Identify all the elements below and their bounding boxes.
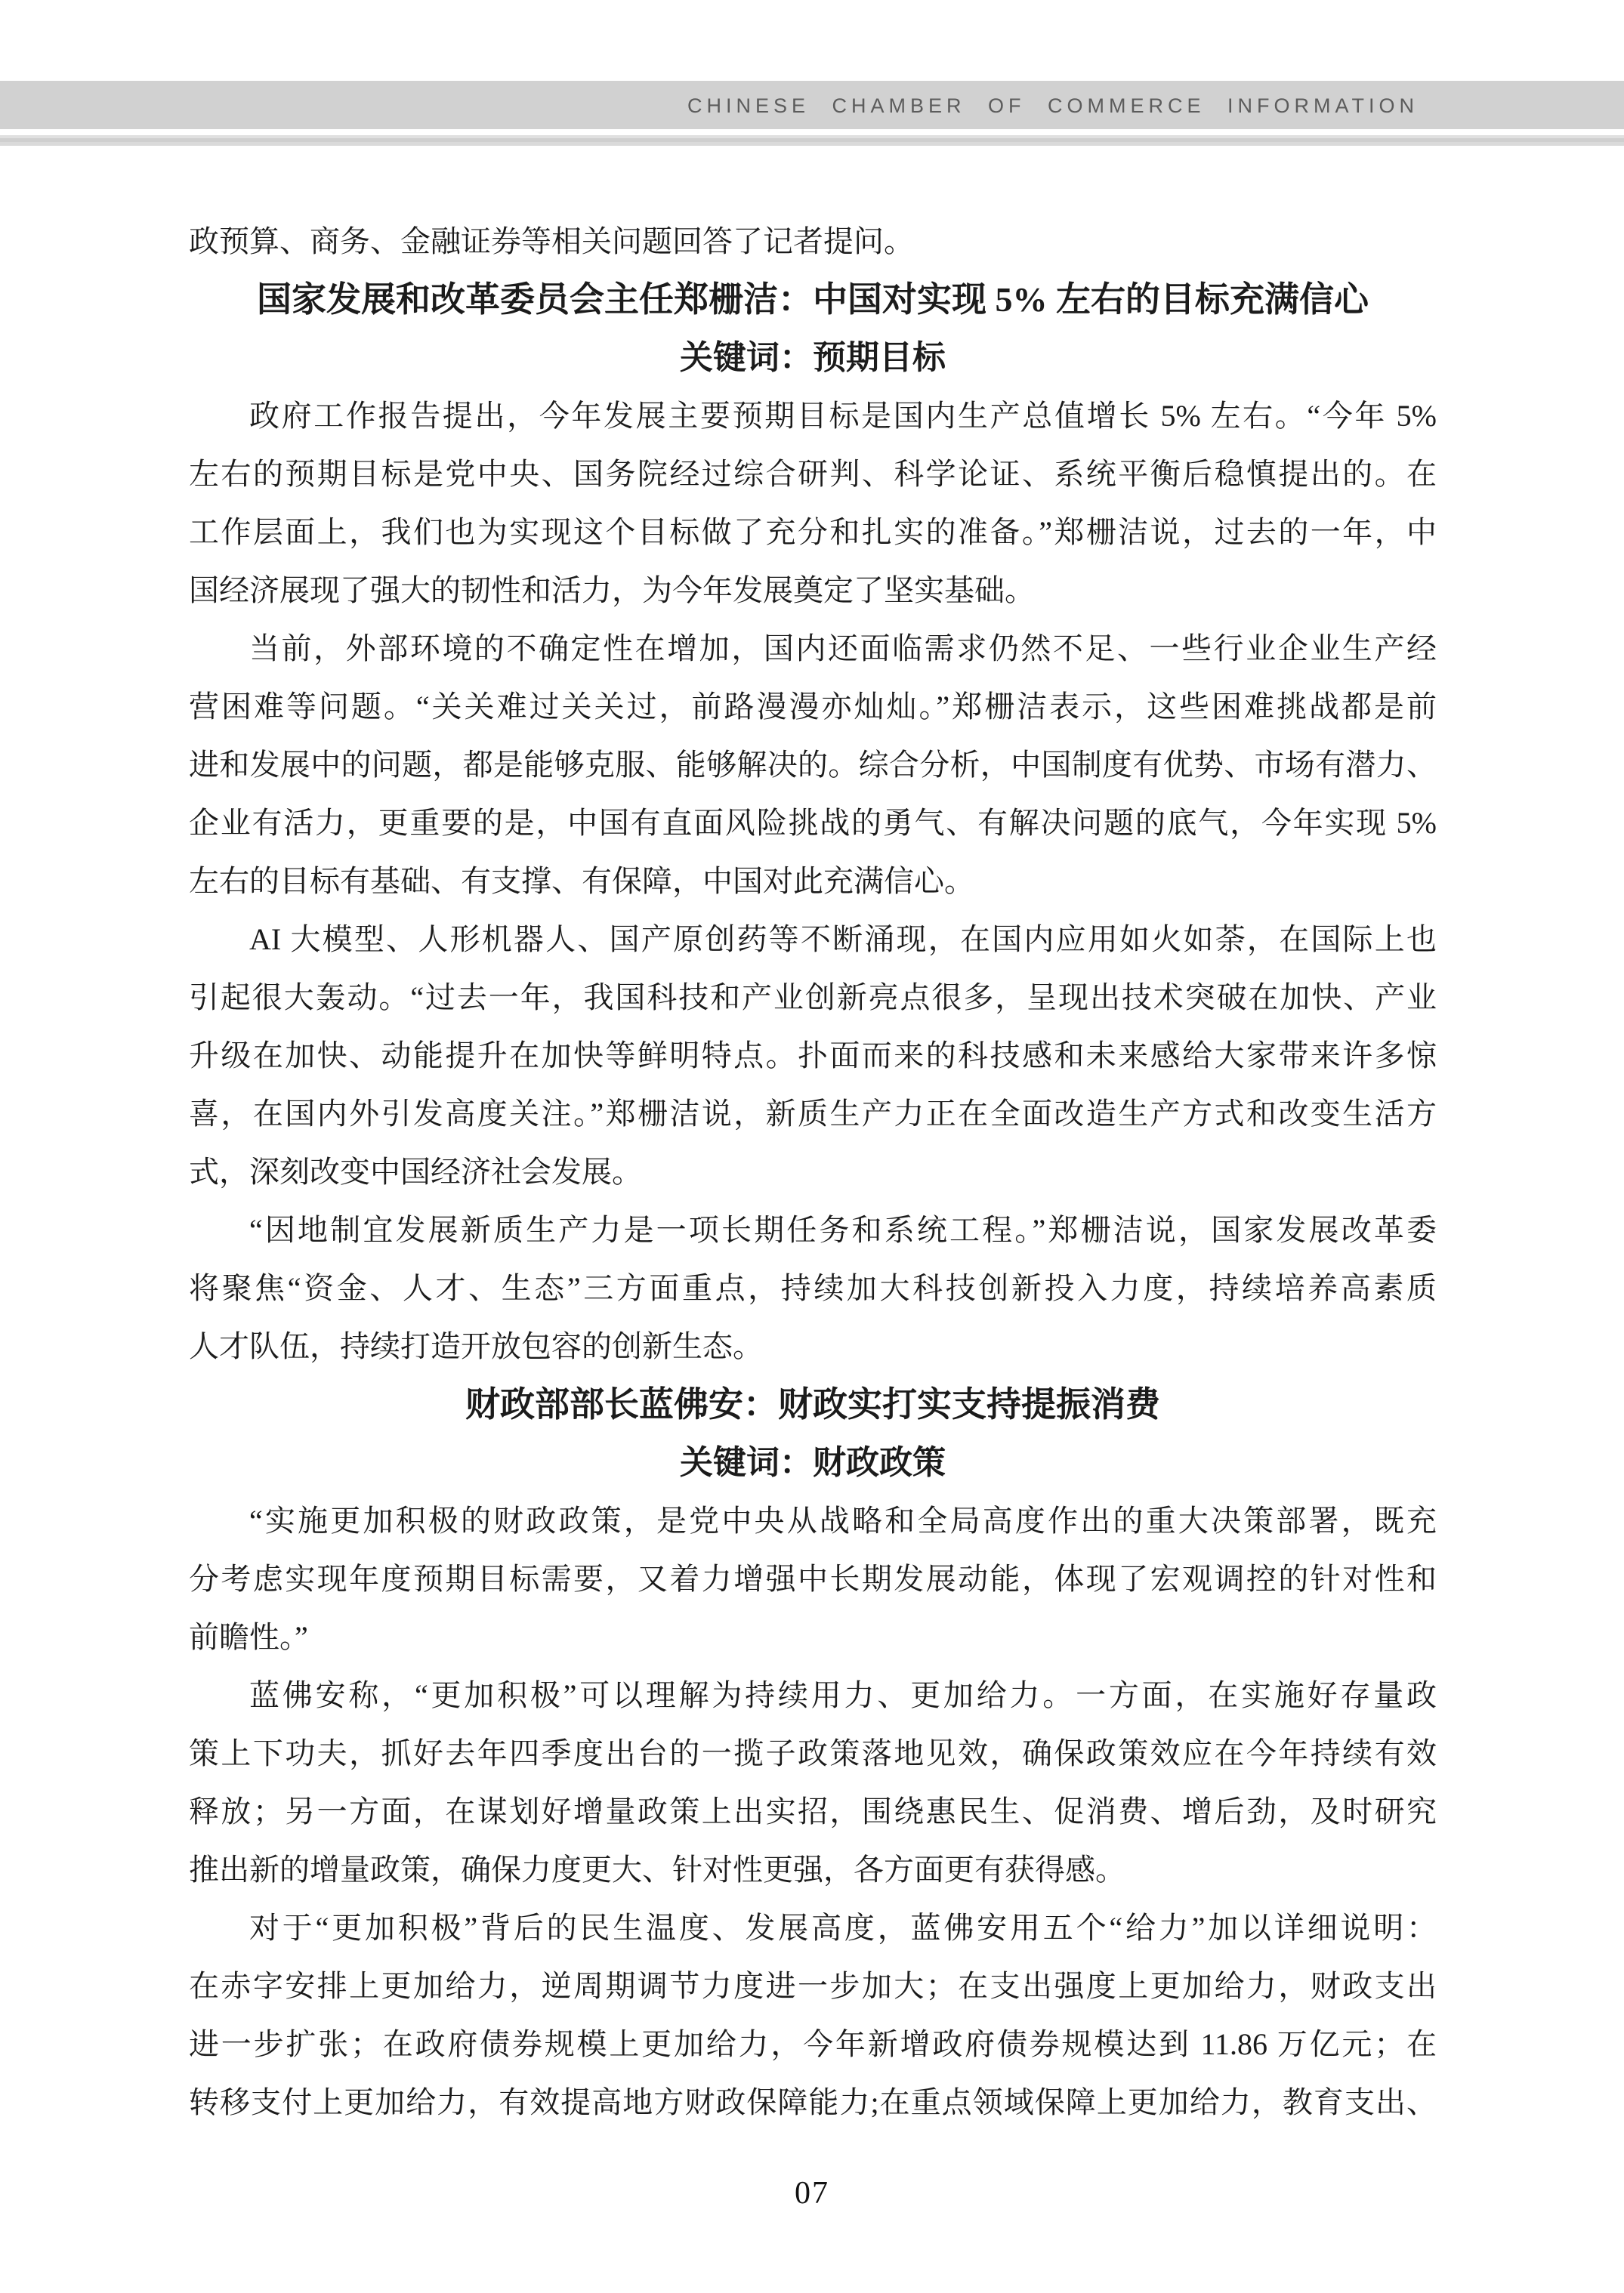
section-keyword-heading: 关键词：财政政策 bbox=[680, 1444, 946, 1481]
article-body bbox=[189, 212, 1437, 2131]
text-line: 进一步扩张；在政府债券规模上更加给力，今年新增政府债券规模达到 11.86 万亿元；在 bbox=[189, 2027, 1437, 2061]
header-banner-text: CHINESE CHAMBER OF COMMERCE INFORMATION bbox=[687, 94, 1419, 117]
text-line: AI 大模型、人形机器人、国产原创药等不断涌现，在国内应用如火如荼，在国际上也 bbox=[249, 922, 1437, 956]
text-line: 在赤字安排上更加给力，逆周期调节力度进一步加大；在支出强度上更加给力，财政支出 bbox=[189, 1969, 1437, 2003]
text-line: 推出新的增量政策，确保力度更大、针对性更强，各方面更有获得感。 bbox=[189, 1853, 1125, 1887]
text-line: “实施更加积极的财政政策，是党中央从战略和全局高度作出的重大决策部署，既充 bbox=[249, 1504, 1437, 1538]
text-line: 升级在加快、动能提升在加快等鲜明特点。扑面而来的科技感和未来感给大家带来许多惊 bbox=[189, 1038, 1437, 1072]
text-line: 喜，在国内外引发高度关注。”郑栅洁说，新质生产力正在全面改造生产方式和改变生活方 bbox=[189, 1097, 1437, 1131]
text-line: 政府工作报告提出，今年发展主要预期目标是国内生产总值增长 5% 左右。“今年 5% bbox=[249, 399, 1437, 433]
text-line: 释放；另一方面，在谋划好增量政策上出实招，围绕惠民生、促消费、增后劲，及时研究 bbox=[189, 1795, 1437, 1829]
header-banner-bar bbox=[0, 81, 1624, 129]
text-line: 企业有活力，更重要的是，中国有直面风险挑战的勇气、有解决问题的底气，今年实现 5% bbox=[189, 806, 1437, 840]
text-line: 进和发展中的问题，都是能够克服、能够解决的。综合分析，中国制度有优势、市场有潜力、 bbox=[189, 748, 1437, 782]
text-line: 将聚焦“资金、人才、生态”三方面重点，持续加大科技创新投入力度，持续培养高素质 bbox=[189, 1271, 1437, 1305]
text-line: 前瞻性。” bbox=[189, 1620, 308, 1654]
text-line: 式，深刻改变中国经济社会发展。 bbox=[189, 1155, 642, 1189]
header-stripe bbox=[0, 135, 1624, 146]
text-line: 引起很大轰动。“过去一年，我国科技和产业创新亮点很多，呈现出技术突破在加快、产业 bbox=[189, 980, 1437, 1014]
section-keyword-heading: 关键词：预期目标 bbox=[680, 339, 946, 376]
text-line: 分考虑实现年度预期目标需要，又着力增强中长期发展动能，体现了宏观调控的针对性和 bbox=[189, 1562, 1437, 1596]
page-number: 07 bbox=[795, 2176, 829, 2211]
section-heading: 财政部部长蓝佛安：财政实打实支持提振消费 bbox=[465, 1385, 1160, 1424]
text-line: 左右的预期目标是党中央、国务院经过综合研判、科学论证、系统平衡后稳慎提出的。在 bbox=[189, 457, 1437, 491]
text-line: 工作层面上，我们也为实现这个目标做了充分和扎实的准备。”郑栅洁说，过去的一年，中 bbox=[189, 515, 1437, 549]
text-line: 对于“更加积极”背后的民生温度、发展高度，蓝佛安用五个“给力”加以详细说明： bbox=[249, 1911, 1437, 1945]
text-line: 人才队伍，持续打造开放包容的创新生态。 bbox=[189, 1329, 763, 1363]
text-line: 蓝佛安称，“更加积极”可以理解为持续用力、更加给力。一方面，在实施好存量政 bbox=[249, 1678, 1437, 1712]
text-line: 转移支付上更加给力，有效提高地方财政保障能力;在重点领域保障上更加给力，教育支出、 bbox=[189, 2085, 1437, 2119]
text-line: 当前，外部环境的不确定性在增加，国内还面临需求仍然不足、一些行业企业生产经 bbox=[249, 631, 1437, 665]
text-line: 政预算、商务、金融证券等相关问题回答了记者提问。 bbox=[189, 224, 914, 258]
text-line: “因地制宜发展新质生产力是一项长期任务和系统工程。”郑栅洁说，国家发展改革委 bbox=[249, 1213, 1437, 1247]
text-line: 左右的目标有基础、有支撑、有保障，中国对此充满信心。 bbox=[189, 864, 974, 898]
text-line: 国经济展现了强大的韧性和活力，为今年发展奠定了坚实基础。 bbox=[189, 573, 1035, 607]
text-line: 营困难等问题。“关关难过关关过，前路漫漫亦灿灿。”郑栅洁表示，这些困难挑战都是前 bbox=[189, 690, 1437, 724]
text-line: 策上下功夫，抓好去年四季度出台的一揽子政策落地见效，确保政策效应在今年持续有效 bbox=[189, 1736, 1437, 1770]
section-heading: 国家发展和改革委员会主任郑栅洁：中国对实现 5% 左右的目标充满信心 bbox=[257, 280, 1369, 319]
